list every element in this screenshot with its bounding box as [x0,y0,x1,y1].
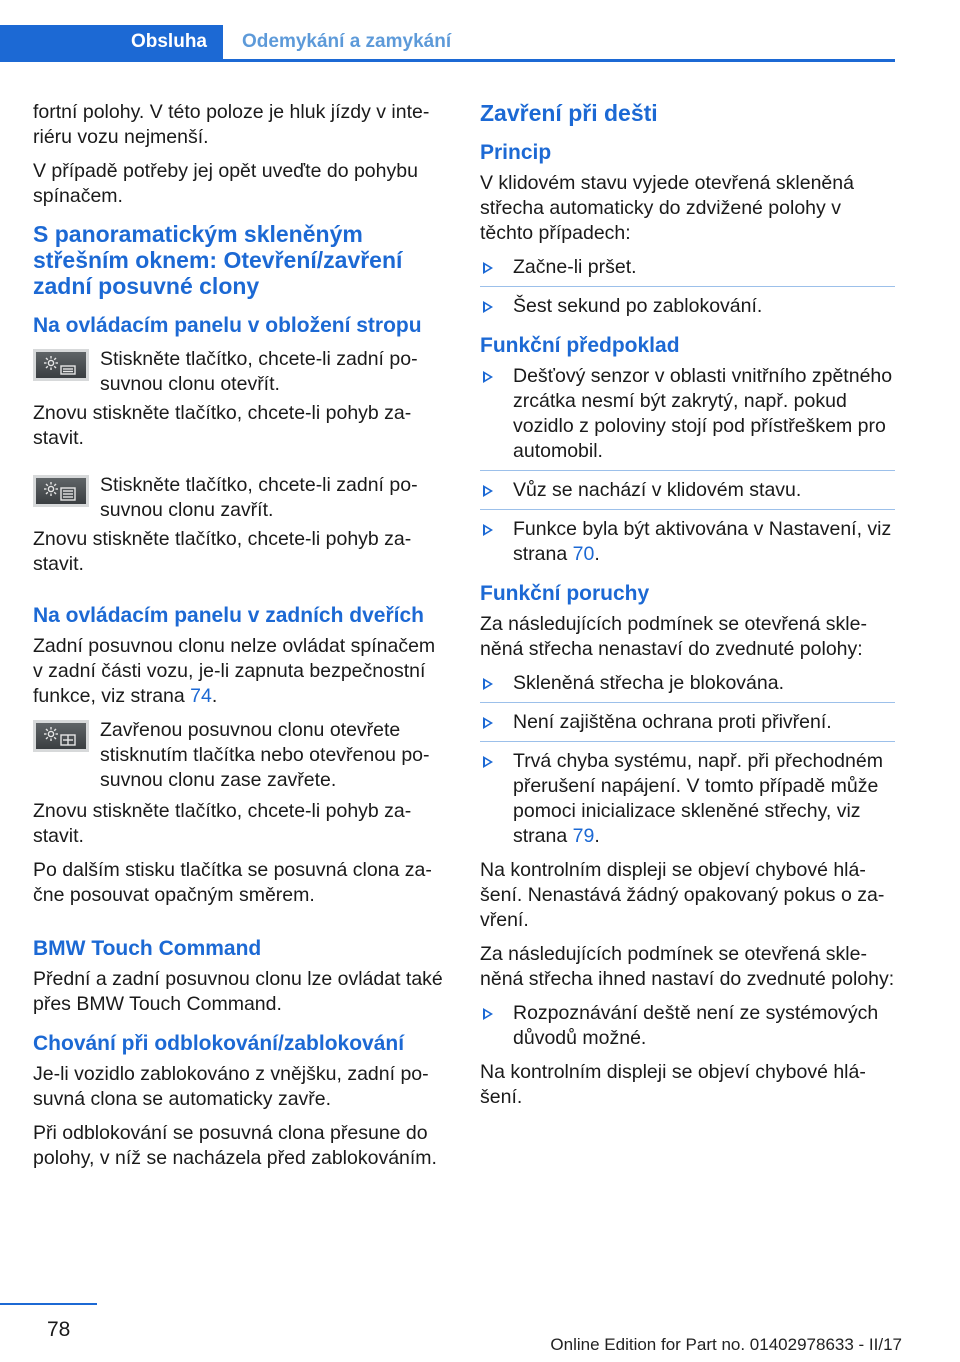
list-item-text: Trvá chyba systému, např. při přechodném přerušení napájení. V tomto případě může pomoci inicializace skleněné střechy, viz strana [513,750,883,847]
button-instruction-toggle [33,718,445,793]
bullet-list [480,364,895,567]
page-number: 78 [47,1318,71,1341]
list-item-text: Rozpoznávání deště není ze systémových důvodů možné. [513,1002,879,1049]
edition-text: Online Edition for Part no. 01402978633 - II/17 [550,1335,902,1354]
paragraph: V případě potřeby jej opět uveďte do pohybu spínačem. [33,160,418,207]
list-item [480,255,895,287]
subheading-predpoklad: Funkční předpoklad [480,334,680,357]
footer-divider [0,1303,97,1305]
subheading-rear-doors: Na ovládacím panelu v zadních dveřích [33,604,424,627]
button-instruction-text [100,718,445,793]
subheading-poruchy: Funkční poruchy [480,582,650,605]
paragraph-text: . [211,685,218,707]
left-column [33,100,445,1180]
sunshade-button-icon [33,720,89,752]
paragraph: Za následujících podmínek se otevřená skleněná střecha ihned nastaví do zvednuté polohy: [480,943,895,990]
list-item [480,294,895,319]
paragraph: Po dalším stisku tlačítka se posuvná clona začne posouvat opačným směrem. [33,859,432,906]
subheading-princip: Princip [480,141,552,164]
page-link[interactable]: 70 [572,543,595,565]
triangle-bullet-icon [483,262,493,274]
paragraph: Znovu stiskněte tlačítko, chcete-li pohyb zastavit. [33,800,412,847]
list-item [480,478,895,510]
list-item [480,749,895,849]
header-tabs [0,25,895,62]
triangle-bullet-icon [483,717,493,729]
tab-odemykani[interactable]: Odemykání a zamykání [242,31,452,52]
paragraph: Přední a zadní posuvnou clonu lze ovládat také přes BMW Touch Command. [33,968,443,1015]
button-instruction-close [33,473,445,523]
bullet-list [480,671,895,849]
paragraph: Za následujících podmínek se otevřená skleněná střecha nenastaví do zvednuté polohy: [480,613,867,660]
list-item-text: Dešťový senzor v oblasti vnitřního zpětného zrcátka nesmí být zakrytý, např. pokud vozidlo z poloviny stojí pod přístřeškem pro automobil. [513,365,893,462]
triangle-bullet-icon [483,371,493,383]
bullet-list [480,255,895,319]
list-item-text: Skleněná střecha je blokována. [513,672,785,694]
paragraph: Na kontrolním displeji se objeví chybové hlášení. Nenastává žádný opakovaný pokus o zavření. [480,859,885,931]
right-column [480,100,895,1119]
paragraph [33,634,445,709]
tab-obsluha[interactable]: Obsluha [0,25,223,59]
paragraph-text: Zadní posuvnou clonu nelze ovládat spínačem v zadní části vozu, je-li zapnuta bezpečnostní funkce, viz strana [33,635,436,707]
section-heading-rain: Zavření při dešti [480,100,658,126]
triangle-bullet-icon [483,756,493,768]
paragraph: Znovu stiskněte tlačítko, chcete-li pohyb zastavit. [33,528,412,575]
list-item [480,517,895,567]
button-instruction-text: Stiskněte tlačítko, chcete-li zadní posuvnou clonu zavřít. [100,474,418,521]
subheading-lock-behavior: Chování při odblokování/zablokování [33,1032,405,1055]
list-item-text: Není zajištěna ochrana proti přivření. [513,711,832,733]
button-instruction-text: Stiskněte tlačítko, chcete-li zadní posuvnou clonu otevřít. [100,348,418,395]
list-item [480,364,895,471]
header-divider [0,59,895,62]
triangle-bullet-icon [483,301,493,313]
page-link[interactable]: 79 [572,825,595,847]
list-item-text: . [594,825,600,847]
section-heading-panorama: S panoramatickým skleněným střešním oknem: Otevření/zavření zadní posuvné clony [33,221,403,299]
list-item-text: Šest sekund po zablokování. [513,295,763,317]
list-item [480,671,895,703]
list-item [480,710,895,742]
bullet-list [480,1001,895,1051]
paragraph: fortní polohy. V této poloze je hluk jízdy v interiéru vozu nejmenší. [33,101,430,148]
list-item-text: Začne-li pršet. [513,256,637,278]
paragraph: V klidovém stavu vyjede otevřená skleněná střecha automaticky do zdvižené polohy v těchto případech: [480,172,854,244]
triangle-bullet-icon [483,524,493,536]
paragraph: Znovu stiskněte tlačítko, chcete-li pohyb zastavit. [33,402,412,449]
button-instruction-text-inner: Zavřenou posuvnou clonu otevřete stisknutím tlačítka nebo otevřenou posuvnou clonu zase zavřete. [100,719,430,791]
subheading-roof-panel: Na ovládacím panelu v obložení stropu [33,314,422,337]
triangle-bullet-icon [483,485,493,497]
list-item [480,1001,895,1051]
button-instruction-open [33,347,445,397]
paragraph: Při odblokování se posuvná clona přesune do polohy, v níž se nacházela před zablokováním. [33,1122,437,1169]
sunshade-button-icon [33,475,89,507]
paragraph: Na kontrolním displeji se objeví chybové hlášení. [480,1061,866,1108]
list-item-text: Vůz se nachází v klidovém stavu. [513,479,802,501]
list-item-text: Funkce byla být aktivována v Nastavení, viz strana [513,518,892,565]
triangle-bullet-icon [483,1008,493,1020]
triangle-bullet-icon [483,678,493,690]
sunshade-button-icon [33,349,89,381]
list-item-text: . [594,543,600,565]
page-link[interactable]: 74 [190,685,212,707]
paragraph: Je-li vozidlo zablokováno z vnějšku, zadní posuvná clona se automaticky zavře. [33,1063,429,1110]
subheading-touch-command: BMW Touch Command [33,937,262,960]
